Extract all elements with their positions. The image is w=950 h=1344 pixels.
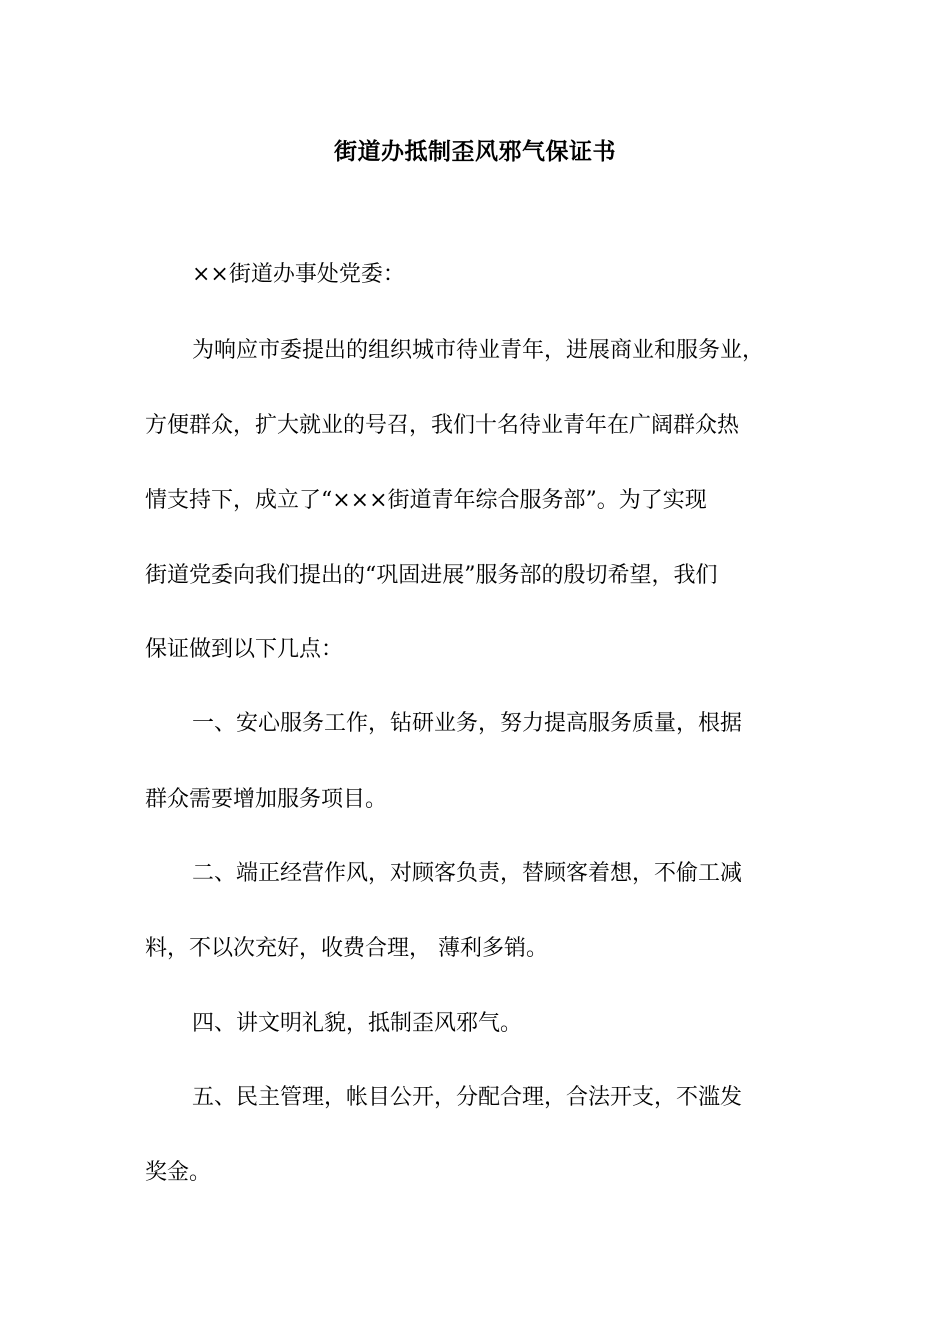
item-5-line-1: 五、民主管理，帐目公开，分配合理，合法开支，不滥发 [192, 1085, 743, 1110]
item-2-line-2: 料，不以次充好，收费合理， 薄利多销。 [145, 936, 548, 961]
paragraph-1-line-3: 情支持下，成立了“×××街道青年综合服务部”。为了实现 [145, 488, 707, 513]
item-1-line-1: 一、安心服务工作，钻研业务，努力提高服务质量，根据 [192, 711, 743, 736]
paragraph-1-line-5: 保证做到以下几点： [145, 637, 344, 662]
paragraph-1-line-4: 街道党委向我们提出的“巩固进展”服务部的殷切希望，我们 [145, 563, 718, 588]
paragraph-1-line-2: 方便群众，扩大就业的号召，我们十名待业青年在广阔群众热 [145, 413, 740, 438]
item-2-line-1: 二、端正经营作风，对顾客负责，替顾客着想，不偷工减 [192, 861, 743, 886]
item-1-line-2: 群众需要增加服务项目。 [145, 787, 388, 812]
document-title: 街道办抵制歪风邪气保证书 [334, 138, 616, 165]
item-4-line-1: 四、讲文明礼貌，抵制歪风邪气。 [192, 1011, 523, 1036]
item-5-line-2: 奖金。 [145, 1160, 212, 1185]
paragraph-1-line-1: 为响应市委提出的组织城市待业青年，进展商业和服务业， [192, 338, 765, 363]
salutation: ××街道办事处党委： [192, 262, 405, 287]
